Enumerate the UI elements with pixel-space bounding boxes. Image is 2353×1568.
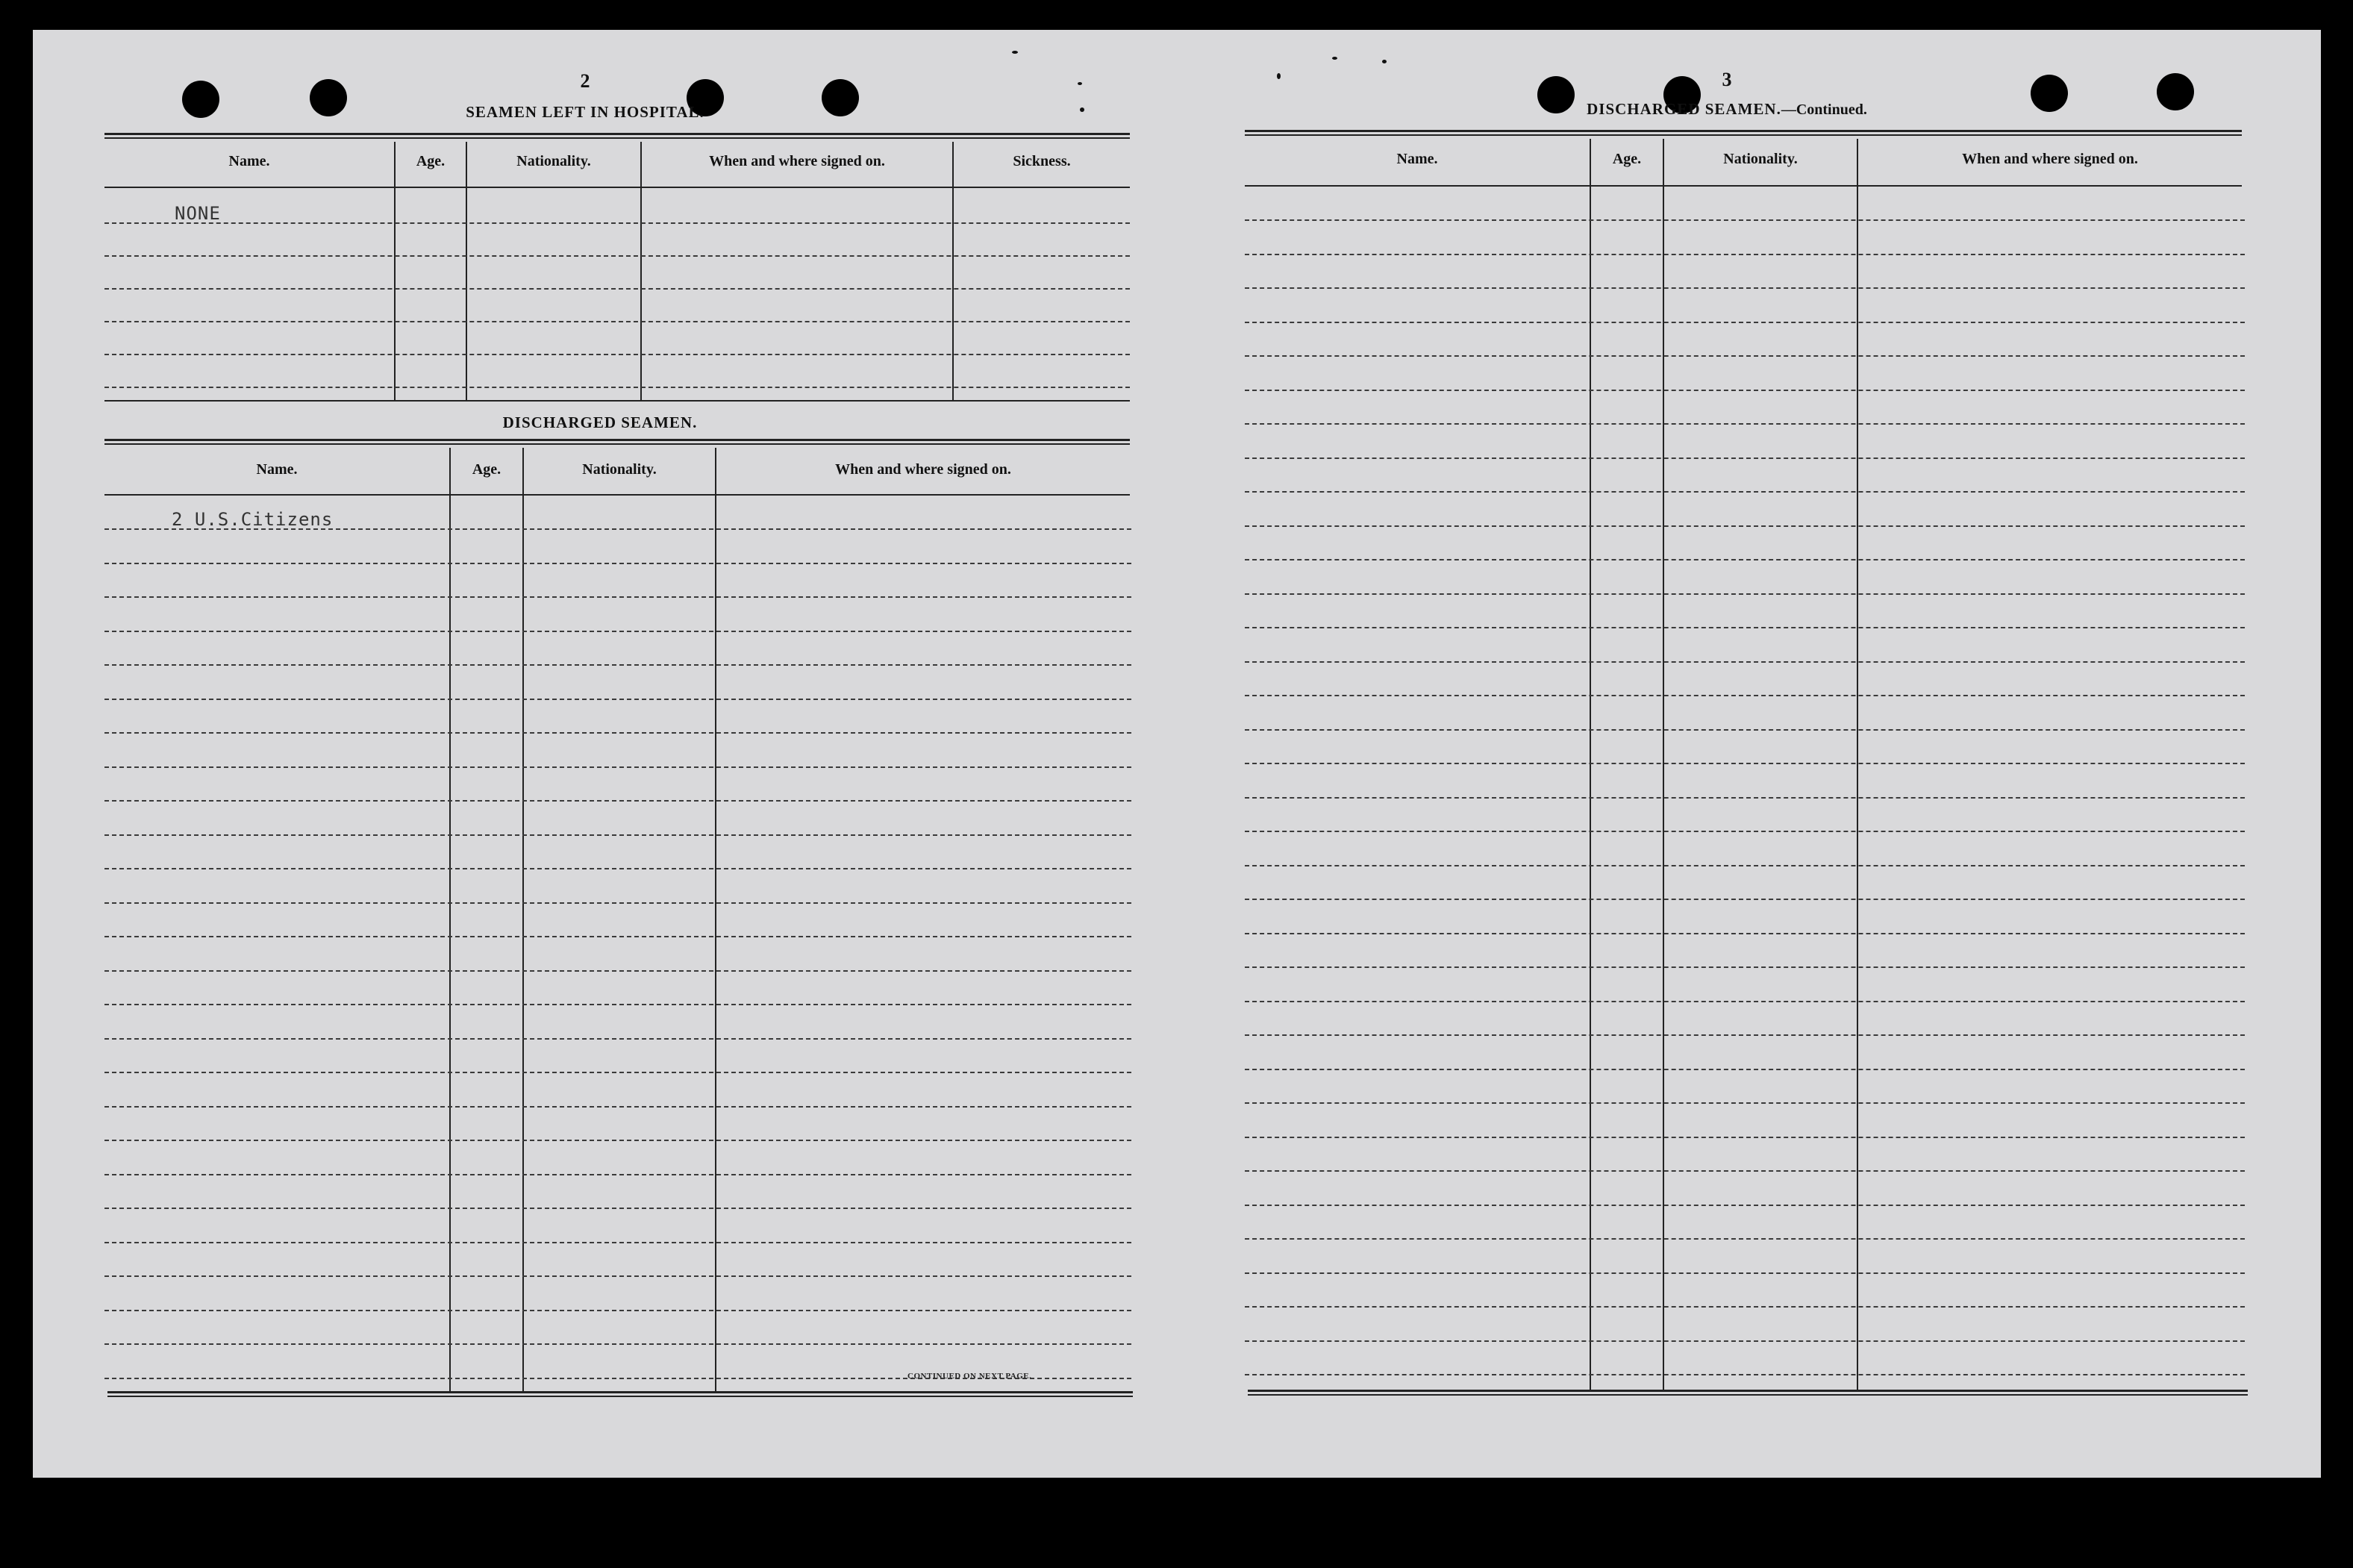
ruled-line (104, 1106, 1131, 1108)
hospital-header-signed-on: When and where signed on. (709, 153, 885, 169)
right-header-name: Name. (1396, 151, 1438, 167)
ruled-line (104, 1275, 1131, 1277)
ink-speck (1332, 57, 1337, 60)
punch-hole (310, 79, 347, 116)
discharged-col-divider (522, 448, 524, 1391)
ruled-line (1245, 1069, 2245, 1070)
ruled-line (1245, 1374, 2245, 1375)
ruled-line (104, 1174, 1131, 1175)
discharged-col-divider (715, 448, 716, 1391)
hospital-col-divider (952, 142, 954, 400)
hospital-header-rule (104, 187, 1130, 188)
ruled-line (1245, 355, 2245, 357)
ruled-line (104, 868, 1131, 869)
discharged-header-nationality: Nationality. (582, 461, 657, 478)
ink-speck (1080, 107, 1084, 112)
ruled-line (104, 1140, 1131, 1141)
right-section-title (1555, 100, 1899, 119)
ruled-line (1245, 1340, 2245, 1342)
ruled-line (1245, 1170, 2245, 1172)
hospital-header-nationality: Nationality. (516, 153, 591, 169)
discharged-top-rule (104, 439, 1130, 445)
ruled-line (104, 970, 1131, 972)
discharged-bottom-rule (107, 1391, 1133, 1397)
ruled-line (104, 766, 1131, 768)
ruled-line (1245, 1034, 2245, 1036)
ruled-line (1245, 423, 2245, 425)
discharged-section-title: DISCHARGED SEAMEN. (502, 413, 698, 431)
right-header-signed-on: When and where signed on. (1962, 151, 2138, 167)
ruled-line (104, 1242, 1131, 1243)
right-header-rule (1245, 185, 2242, 187)
ruled-line (1245, 559, 2245, 560)
hospital-section-title: SEAMEN LEFT IN HOSPITAL. (466, 103, 704, 121)
hospital-header-name: Name. (228, 153, 270, 169)
right-bottom-rule (1248, 1390, 2248, 1396)
ruled-line (104, 354, 1130, 355)
ruled-line (104, 563, 1131, 564)
discharged-header-age: Age. (472, 461, 501, 478)
ruled-line (104, 387, 1130, 388)
ruled-line (1245, 1001, 2245, 1002)
ruled-line (1245, 219, 2245, 221)
ruled-line (104, 222, 1130, 224)
ruled-line (1245, 1205, 2245, 1206)
ruled-line (104, 1004, 1131, 1005)
ruled-line (104, 596, 1131, 598)
punch-hole (2157, 73, 2194, 110)
ruled-line (104, 255, 1130, 257)
right-page-number: 3 (1722, 69, 1732, 90)
ruled-line (1245, 457, 2245, 459)
left-page-number: 2 (580, 70, 590, 92)
hospital-bottom-rule (104, 400, 1130, 402)
ruled-line (104, 834, 1131, 836)
ruled-line (104, 800, 1131, 802)
right-header-age: Age. (1612, 151, 1642, 167)
ruled-line (1245, 1306, 2245, 1308)
ruled-line (104, 528, 1131, 530)
right-header-nationality: Nationality. (1723, 151, 1798, 167)
discharged-header-rule (104, 494, 1130, 496)
ruled-line (104, 936, 1131, 937)
right-top-rule (1245, 130, 2242, 136)
ruled-line (1245, 1137, 2245, 1138)
ruled-line (1245, 491, 2245, 493)
ruled-line (104, 1038, 1131, 1040)
right-col-divider (1590, 139, 1591, 1390)
hospital-col-divider (466, 142, 467, 400)
discharged-entry: 2 U.S.Citizens (172, 509, 334, 530)
ruled-line (1245, 627, 2245, 628)
ruled-line (1245, 966, 2245, 968)
hospital-header-sickness: Sickness. (1013, 153, 1071, 169)
ruled-line (1245, 899, 2245, 900)
ink-speck (1078, 82, 1082, 85)
hospital-top-rule (104, 133, 1130, 139)
ruled-line (104, 1310, 1131, 1311)
ruled-line (1245, 1238, 2245, 1240)
ruled-line (1245, 322, 2245, 323)
hospital-col-divider (394, 142, 396, 400)
ruled-line (1245, 661, 2245, 663)
ruled-line (1245, 763, 2245, 764)
ruled-line (1245, 1272, 2245, 1274)
ruled-line (1245, 695, 2245, 696)
punch-hole (822, 79, 859, 116)
ruled-line (104, 1208, 1131, 1209)
discharged-header-signed-on: When and where signed on. (835, 461, 1011, 478)
hospital-entry: NONE (175, 203, 221, 224)
ruled-line (104, 1343, 1131, 1345)
ruled-line (104, 732, 1131, 734)
continued-footer: CONTINUED ON NEXT PAGE. (907, 1372, 1032, 1381)
ruled-line (1245, 593, 2245, 595)
discharged-col-divider (449, 448, 451, 1391)
ruled-line (104, 631, 1131, 632)
ruled-line (104, 288, 1130, 290)
hospital-col-divider (640, 142, 642, 400)
right-col-divider (1857, 139, 1858, 1390)
ruled-line (1245, 729, 2245, 731)
ruled-line (1245, 390, 2245, 391)
ruled-line (104, 1072, 1131, 1073)
ruled-line (104, 321, 1130, 322)
ruled-line (1245, 865, 2245, 866)
right-section-title-suffix: —Continued. (1781, 101, 1867, 118)
right-section-title-main: DISCHARGED SEAMEN. (1587, 100, 1781, 118)
ruled-line (1245, 1102, 2245, 1104)
ruled-line (104, 699, 1131, 700)
ink-speck (1012, 51, 1018, 54)
ruled-line (1245, 831, 2245, 832)
ruled-line (1245, 287, 2245, 289)
ink-speck (1382, 60, 1387, 63)
ruled-line (1245, 797, 2245, 799)
ruled-line (1245, 933, 2245, 934)
punch-hole (182, 81, 219, 118)
hospital-header-age: Age. (416, 153, 446, 169)
ruled-line (1245, 525, 2245, 527)
punch-hole (2031, 75, 2068, 112)
document-paper (33, 30, 2321, 1478)
discharged-header-name: Name. (256, 461, 298, 478)
ruled-line (104, 902, 1131, 904)
right-col-divider (1663, 139, 1664, 1390)
ruled-line (1245, 254, 2245, 255)
ink-speck (1277, 73, 1281, 79)
ruled-line (104, 664, 1131, 666)
